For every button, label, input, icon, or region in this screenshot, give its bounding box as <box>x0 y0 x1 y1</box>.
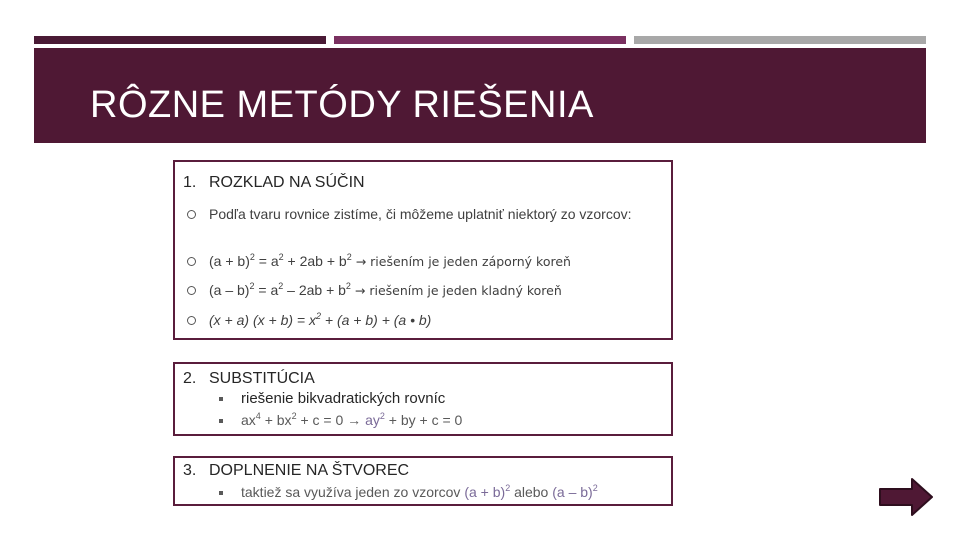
square-bullet-icon <box>219 397 223 401</box>
list-item: $ax^4 + bx^2 + c = 0 \to ay^2$ + by + c = 0 <box>241 412 462 428</box>
list-item: riešenie bikvadratických rovníc <box>241 390 445 407</box>
next-slide-button[interactable] <box>878 477 934 517</box>
section-number: 1. <box>183 174 197 191</box>
section-number: 2. <box>183 370 197 387</box>
top-accent-bar-2 <box>334 36 626 44</box>
section-number: 3. <box>183 462 197 479</box>
section-heading-3 <box>183 462 409 480</box>
square-bullet-icon <box>219 491 223 495</box>
circle-bullet-icon <box>187 257 196 266</box>
top-accent-bar-1 <box>34 36 326 44</box>
bullet-item: $(a + b)^2 = a^2 + 2ab + b^2$ → riešením je jeden záporný koreň <box>209 253 649 270</box>
slide-title: RÔZNE METÓDY RIEŠENIA <box>90 84 594 126</box>
list-item: taktiež sa využíva jeden zo vzorcov $(a + b)^2$ alebo (a – b)$^2$ <box>241 484 598 500</box>
section-title: DOPLNENIE NA ŠTVOREC <box>209 462 410 479</box>
section-rozklad-box <box>173 160 673 340</box>
section-heading-2 <box>183 370 315 388</box>
section-title: ROZKLAD NA SÚČIN <box>209 174 365 191</box>
bullet-item: (x + a) $(x + b) = x^2 + (a + b) + (a$ • b) <box>209 312 649 329</box>
bullet-item: Podľa tvaru rovnice zistíme, či môžeme uplatniť niektorý zo vzorcov: <box>209 206 649 223</box>
bullet-item: $(a - b)^2 = a^2 - 2ab + b^2$ → riešením je jeden kladný koreň <box>209 282 649 299</box>
section-title: SUBSTITÚCIA <box>209 370 315 387</box>
title-banner <box>34 48 926 143</box>
right-arrow-icon <box>878 477 934 517</box>
circle-bullet-icon <box>187 286 196 295</box>
section-substitucia-box <box>173 362 673 436</box>
square-bullet-icon <box>219 419 223 423</box>
section-heading-1 <box>183 174 365 192</box>
top-accent-bar-3 <box>634 36 926 44</box>
circle-bullet-icon <box>187 316 196 325</box>
circle-bullet-icon <box>187 210 196 219</box>
section-doplnenie-box <box>173 456 673 506</box>
